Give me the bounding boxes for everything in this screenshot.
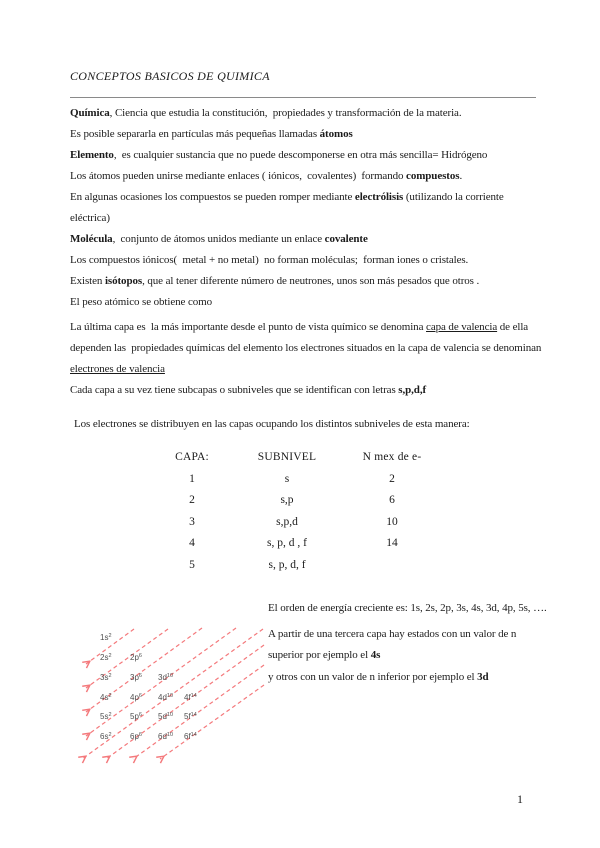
text: La última capa es la más importante desde el punto de vista químico se denomina (70, 321, 427, 333)
paragraph (70, 103, 544, 124)
column-header-subnivel: SUBNIVEL (257, 451, 317, 463)
bold-text: 3d (477, 670, 489, 683)
energy-order-paragraphs (268, 598, 550, 688)
table-cell: s (284, 472, 290, 485)
paragraph (70, 380, 546, 401)
paragraph (70, 145, 544, 166)
text: de ella dependen las propiedades químicas del elemento los electrones situados en la capa de valencia se denominan (70, 321, 542, 354)
table-cell: s, p, d , f (267, 537, 307, 549)
table-cell: 5 (189, 558, 195, 571)
column-header-nmax: N mex de e- (362, 451, 422, 463)
orbital-label: $6d^{10}$ (158, 732, 174, 741)
orbital-label: $3p^6$ (130, 673, 142, 682)
paragraph (268, 598, 550, 620)
paragraph (70, 229, 544, 250)
bold-text: átomos (319, 128, 353, 140)
aufbau-arrow (133, 665, 264, 759)
orbital-label: $6p^6$ (130, 732, 142, 741)
text: En algunas ocasiones los compuestos se pueden romper mediante (70, 191, 355, 203)
table-cell: 2 (389, 472, 395, 485)
table-row (148, 494, 446, 516)
text: Cada capa a su vez tiene subcapas o subniveles que se identifican con letras (70, 384, 399, 396)
bold-text: compuestos (406, 170, 460, 182)
text: . (459, 170, 463, 182)
bold-text: Molécula (70, 233, 113, 245)
bold-text: covalente (324, 233, 368, 245)
text: Los átomos pueden unirse mediante enlaces ( iónicos, covalentes) formando (70, 170, 407, 182)
bold-text: s,p,d,f (398, 384, 427, 396)
table-row (148, 473, 446, 495)
paragraph (70, 187, 544, 229)
table-cell: s,p (280, 494, 294, 506)
aufbau-arrow (160, 685, 264, 759)
paragraph (70, 124, 544, 145)
underlined-text: electrones de valencia (70, 363, 165, 375)
intro-paragraphs (70, 103, 544, 313)
text: El orden de energía creciente es: 1s, 2s, 2p, 3s, 4s, 3d, 4p, 5s, …. (268, 602, 547, 614)
aufbau-arrow (86, 629, 168, 688)
text: A partir de una tercera capa hay estados con un valor de n superior por ejemplo el (268, 627, 517, 661)
paragraph (70, 166, 544, 187)
text: (utilizando la corriente eléctrica) (70, 191, 504, 224)
table-cell: 2 (189, 494, 195, 506)
orbital-label: $6s^2$ (100, 732, 112, 741)
text: y otros con un valor de n inferior por ejemplo el (268, 670, 478, 683)
table-cell: s,p,d (276, 515, 298, 528)
orbital-label: $5p^6$ (130, 712, 142, 721)
text: , es cualquier sustancia que no puede descomponerse en otra más sencilla= Hidrógeno (113, 149, 488, 161)
title-divider (70, 97, 536, 98)
text: El peso atómico se obtiene como (70, 296, 213, 308)
column-header-capa: CAPA: (175, 451, 209, 463)
valence-paragraphs (70, 317, 546, 401)
page-number: 1 (517, 792, 523, 806)
text: , Ciencia que estudia la constitución, propiedades y transformación de la materia. (109, 107, 462, 119)
paragraph (268, 624, 550, 667)
orbital-label: $4f^{14}$ (184, 693, 197, 702)
paragraph (268, 667, 550, 689)
orbital-label: $2s^2$ (100, 653, 112, 662)
bold-text: Química (70, 107, 110, 119)
paragraph (70, 250, 544, 271)
paragraph (70, 317, 546, 380)
orbital-label: $4p^6$ (130, 693, 142, 702)
orbital-label: $3s^2$ (100, 673, 112, 682)
orbital-label: $4d^{10}$ (158, 693, 174, 702)
bold-text: Elemento (70, 149, 114, 161)
orbital-label: $5f^{14}$ (184, 712, 197, 721)
orbital-label: $1s^2$ (100, 633, 112, 642)
bold-text: isótopos (104, 275, 143, 287)
orbital-label: $2p^6$ (130, 653, 142, 662)
table-cell: 14 (386, 537, 398, 549)
orbital-label: $4s^2$ (100, 693, 112, 702)
paragraph (70, 292, 544, 313)
text: Los compuestos iónicos( metal + no metal) no forman moléculas; forman iones o cristales. (70, 254, 469, 266)
orbital-label: $5d^{10}$ (158, 712, 174, 721)
table-header-row (148, 451, 446, 473)
text: , que al tener diferente número de neutrones, unos son más pesados que otros . (142, 275, 480, 287)
table-cell: 10 (386, 515, 398, 528)
table-cell: 4 (189, 537, 195, 549)
paragraph (70, 271, 544, 292)
table-body (148, 473, 446, 581)
bold-text: 4s (370, 649, 381, 661)
table-cell: 6 (389, 494, 395, 506)
shell-subshell-table (148, 451, 446, 580)
distribution-sentence: Los electrones se distribuyen en las capas ocupando los distintos subniveles de esta manera: (74, 418, 470, 430)
orbital-label: $6f^{14}$ (184, 732, 197, 741)
table-row (148, 559, 446, 581)
orbital-label: $5s^2$ (100, 712, 112, 721)
orbital-label: $3d^{10}$ (158, 673, 174, 682)
table-row (148, 537, 446, 559)
text: Es posible separarla en partículas más pequeñas llamadas (70, 128, 320, 140)
text: , conjunto de átomos unidos mediante un enlace (112, 233, 325, 245)
table-row (148, 516, 446, 538)
page-title: CONCEPTOS BASICOS DE QUIMICA (70, 69, 270, 83)
table-cell: 3 (189, 515, 195, 528)
aufbau-diagram (70, 618, 266, 776)
table-cell: 1 (189, 472, 195, 485)
underlined-text: capa de valencia (426, 321, 498, 333)
bold-text: electrólisis (354, 191, 404, 203)
text: Existen (70, 275, 105, 287)
table-cell: s, p, d, f (268, 558, 306, 571)
